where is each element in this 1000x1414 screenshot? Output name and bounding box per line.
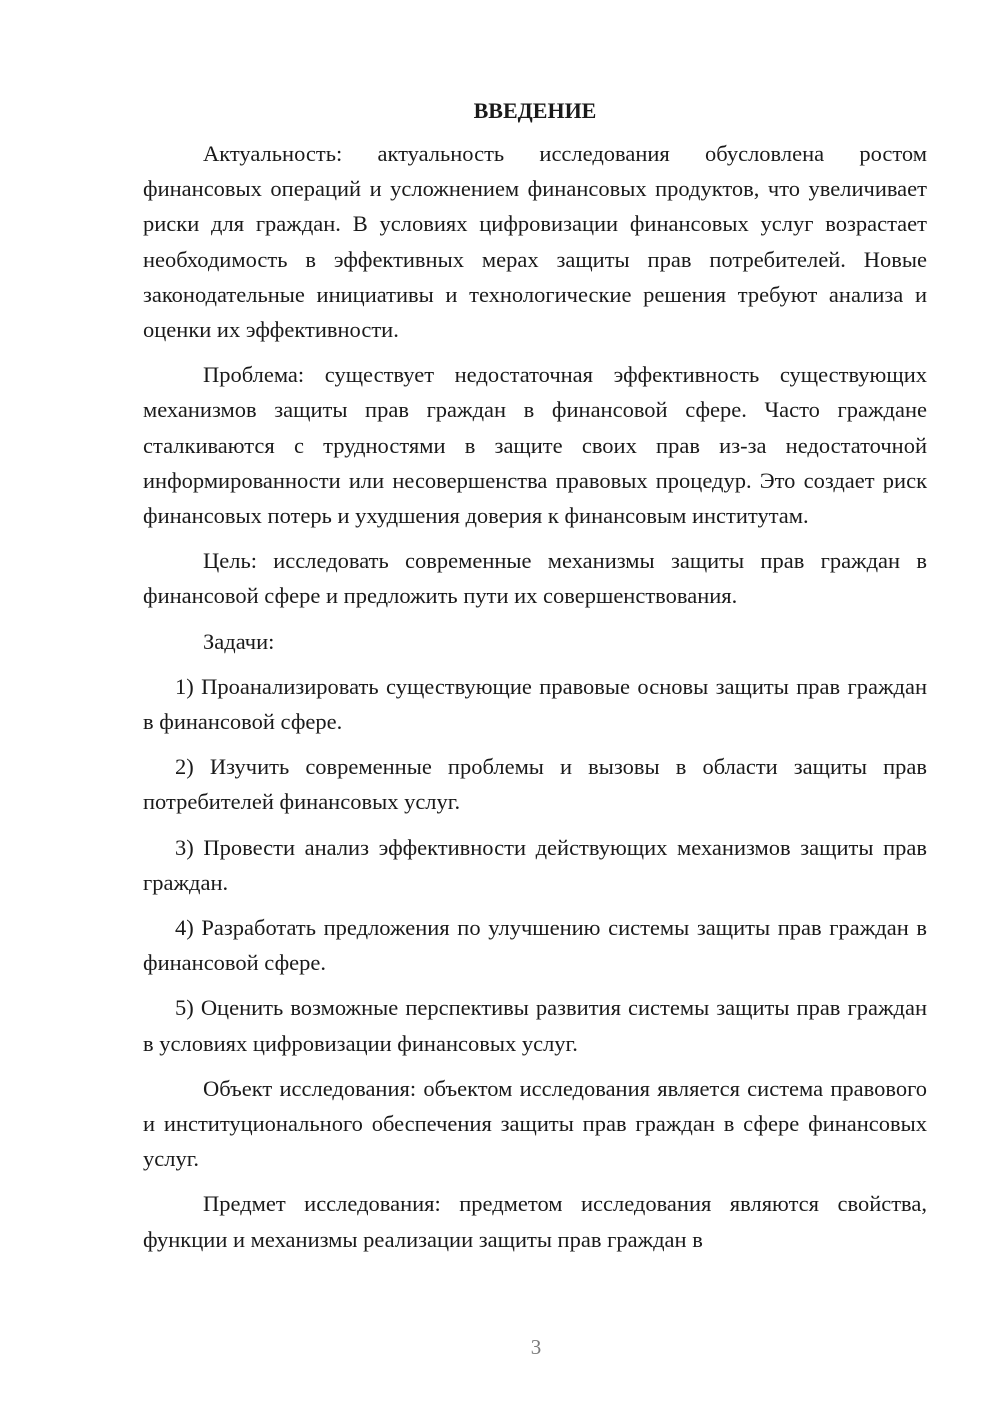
paragraph-subject: Предмет исследования: предметом исследования являются свойства, функции и механизмы реализации защиты прав граждан в <box>143 1191 927 1252</box>
page-number: 3 <box>530 1335 542 1359</box>
paragraph-goal: Цель: исследовать современные механизмы защиты прав граждан в финансовой сфере и предложить пути их совершенствования. <box>143 548 927 609</box>
paragraph-problem: Проблема: существует недостаточная эффективность существующих механизмов защиты прав граждан в финансовой сфере. Часто граждане сталкиваются с трудностями в защите своих прав из-за недостаточной информированности или несовершенства правовых процедур. Это создает риск финансовых потерь и ухудшения доверия к финансовым институтам. <box>143 362 927 529</box>
task-item-1: 1) Проанализировать существующие правовые основы защиты прав граждан в финансовой сфере. <box>143 673 927 735</box>
page-content <box>143 96 927 1257</box>
tasks-heading: Задачи: <box>203 628 275 654</box>
paragraph-object: Объект исследования: объектом исследования является система правового и институционального обеспечения защиты прав граждан в сфере финансовых услуг. <box>143 1075 927 1172</box>
task-item-5: 5) Оценить возможные перспективы развития системы защиты прав граждан в условиях цифровизации финансовых услуг. <box>143 995 927 1056</box>
section-title: ВВЕДЕНИЕ <box>473 98 597 123</box>
task-item-4: 4) Разработать предложения по улучшению системы защиты прав граждан в финансовой сфере. <box>143 915 927 976</box>
task-item-2: 2) Изучить современные проблемы и вызовы в области защиты прав потребителей финансовых услуг. <box>143 754 927 815</box>
task-item-3: 3) Провести анализ эффективности действующих механизмов защиты прав граждан. <box>143 834 927 895</box>
paragraph-relevance: Актуальность: актуальность исследования обусловлена ростом финансовых операций и усложнением финансовых продуктов, что увеличивает риски для граждан. В условиях цифровизации финансовых услуг возрастает необходимость в эффективных мерах защиты прав потребителей. Новые законодательные инициативы и технологические решения требуют анализа и оценки их эффективности. <box>143 141 927 343</box>
